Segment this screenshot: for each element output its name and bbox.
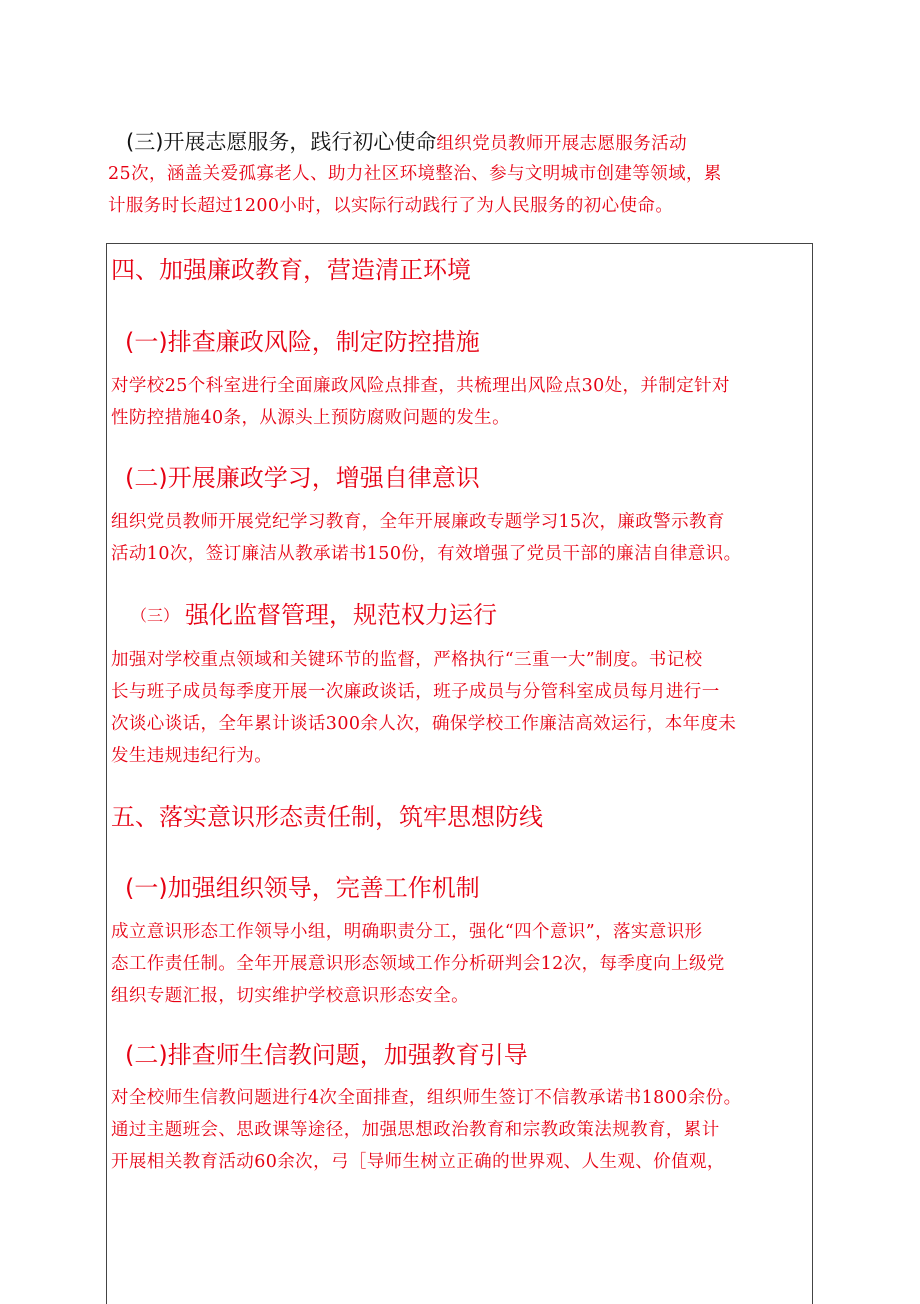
section-5-2-title: (二)排查师生信教问题，加强教育引导 — [125, 1041, 528, 1069]
section-5-2-body — [111, 1082, 807, 1178]
section-5-2-line-2: 通过主题班会、思政课等途径，加强思想政治教育和宗教政策法规教育，累计 — [111, 1120, 720, 1140]
volunteer-section — [108, 126, 804, 222]
volunteer-heading: (三)开展志愿服务，践行初心使命 — [126, 130, 437, 154]
content-frame — [106, 243, 813, 1304]
section-5-1-line-1: 成立意识形态工作领导小组，明确职责分工，强化“四个意识”，落实意识形 — [111, 922, 703, 942]
section-5-1-line-3: 组织专题汇报，切实维护学校意识形态安全。 — [111, 986, 469, 1006]
section-4-3-body — [111, 644, 807, 772]
volunteer-line-1: 组织党员教师开展志愿服务活动 — [436, 134, 687, 154]
section-4-3-prefix: （三） — [131, 606, 180, 625]
section-4-2-line-2: 活动10次，签订廉洁从教承诺书150份，有效增强了党员干部的廉洁自律意识。 — [111, 544, 742, 564]
section-4-3-line-1: 加强对学校重点领域和关键环节的监督，严格执行“三重一大”制度。书记校 — [111, 650, 703, 670]
volunteer-line-2: 25次，涵盖关爱孤寡老人、助力社区环境整治、参与文明城市创建等领域，累 — [108, 164, 722, 184]
section-4-1-line-2: 性防控措施40条，从源头上预防腐败问题的发生。 — [111, 408, 510, 428]
section-5-2-line-3: 开展相关教育活动60余次，弓［导师生树立正确的世界观、人生观、价值观， — [111, 1152, 725, 1172]
section-4-2-title: (二)开展廉政学习，增强自律意识 — [125, 464, 480, 492]
section-4-title: 四、加强廉政教育，营造清正环境 — [111, 256, 471, 284]
section-4-1-title: (一)排查廉政风险，制定防控措施 — [125, 328, 480, 356]
section-5-1-line-2: 态工作责任制。全年开展意识形态领域工作分析研判会12次，每季度向上级党 — [111, 954, 725, 974]
section-4-1-line-1: 对学校25个科室进行全面廉政风险点排查，共梳理出风险点30处，并制定针对 — [111, 376, 730, 396]
section-4-3-title-text: 强化监督管理，规范权力运行 — [185, 601, 498, 629]
section-5-1-title: (一)加强组织领导，完善工作机制 — [125, 874, 480, 902]
section-4-3-line-4: 发生违规违纪行为。 — [111, 746, 273, 766]
section-4-1-body — [111, 370, 807, 434]
section-5-1-body — [111, 916, 807, 1012]
section-4-2-line-1: 组织党员教师开展党纪学习教育，全年开展廉政专题学习15次，廉政警示教育 — [111, 512, 725, 532]
section-5-title: 五、落实意识形态责任制，筑牢思想防线 — [111, 803, 543, 831]
volunteer-first-line — [108, 126, 804, 158]
volunteer-line-3: 计服务时长超过1200小时，以实际行动践行了为人民服务的初心使命。 — [108, 196, 674, 216]
section-4-2-body — [111, 506, 807, 570]
section-4-3-title — [131, 599, 497, 632]
section-4-3-line-2: 长与班子成员每季度开展一次廉政谈话，班子成员与分管科室成员每月进行一 — [111, 682, 720, 702]
section-4-3-line-3: 次谈心谈话，全年累计谈话300余人次，确保学校工作廉洁高效运行，本年度未 — [111, 714, 737, 734]
section-5-2-line-1: 对全校师生信教问题进行4次全面排查，组织师生签订不信教承诺书1800余份。 — [111, 1088, 742, 1108]
